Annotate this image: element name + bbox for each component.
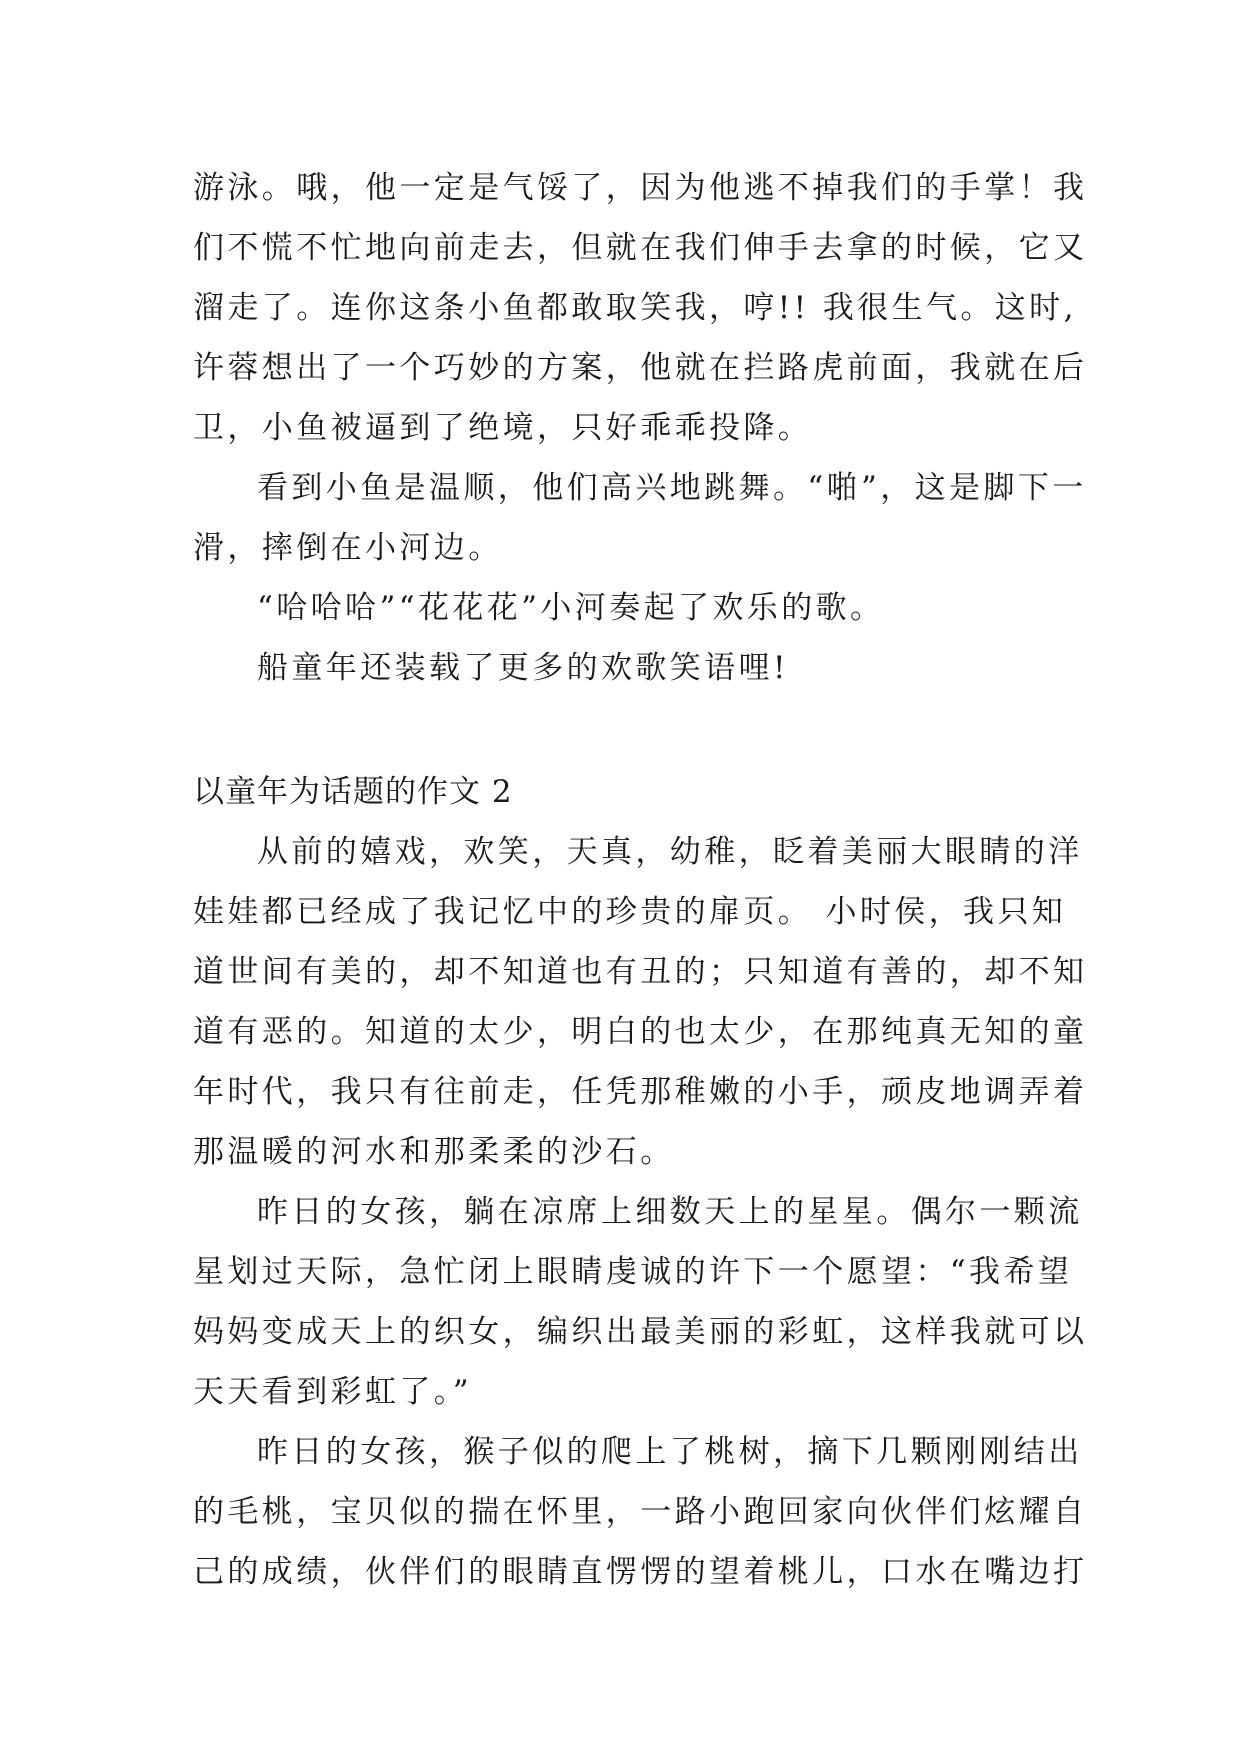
text-line: 船童年还装载了更多的欢歌笑语哩! [257, 650, 789, 686]
text-line: 昨日的女孩，猴子似的爬上了桃树，摘下几颗刚刚结出 [257, 1434, 1083, 1470]
paragraph [193, 1422, 1088, 1602]
paragraph [193, 638, 1053, 698]
document-body [193, 158, 1088, 1602]
text-line: 妈妈变成天上的织女，编织出最美丽的彩虹，这样我就可以 [193, 1314, 1088, 1350]
text-line: 昨日的女孩，躺在凉席上细数天上的星星。偶尔一颗流 [257, 1194, 1083, 1230]
text-line: 滑，摔倒在小河边。 [193, 530, 503, 566]
paragraph [193, 578, 1053, 638]
text-line: 年时代，我只有往前走，任凭那稚嫩的小手，顽皮地调弄着 [193, 1074, 1088, 1110]
section-spacer [193, 698, 1053, 762]
text-line: 己的成绩，伙伴们的眼睛直愣愣的望着桃儿，口水在嘴边打 [193, 1554, 1088, 1590]
text-line: 从前的嬉戏，欢笑，天真，幼稚，眨着美丽大眼睛的洋 [257, 834, 1083, 870]
text-line: 溜走了。连你这条小鱼都敢取笑我，哼!! 我很生气。这时, [193, 290, 1077, 326]
heading-text: 以童年为话题的作文 2 [193, 774, 513, 810]
text-line: 卫，小鱼被逼到了绝境，只好乖乖投降。 [193, 410, 813, 446]
text-line: 许蓉想出了一个巧妙的方案，他就在拦路虎前面，我就在后 [193, 350, 1088, 386]
text-line: “哈哈哈”“花花花”小河奏起了欢乐的歌。 [257, 590, 885, 626]
text-line: 天天看到彩虹了。” [193, 1374, 472, 1410]
text-line: 游泳。哦，他一定是气馁了，因为他逃不掉我们的手掌！我 [193, 170, 1088, 206]
text-line: 娃娃都已经成了我记忆中的珍贵的扉页。 小时侯，我只知 [193, 894, 1067, 930]
paragraph [193, 458, 1087, 578]
text-line: 道世间有美的，却不知道也有丑的；只知道有善的，却不知 [193, 954, 1088, 990]
paragraph [193, 1182, 1088, 1422]
text-line: 那温暖的河水和那柔柔的沙石。 [193, 1134, 675, 1170]
paragraph [193, 822, 1088, 1182]
text-line: 们不慌不忙地向前走去，但就在我们伸手去拿的时候，它又 [193, 230, 1088, 266]
paragraph [193, 158, 1088, 458]
text-line: 的毛桃，宝贝似的揣在怀里，一路小跑回家向伙伴们炫耀自 [193, 1494, 1088, 1530]
text-line: 道有恶的。知道的太少，明白的也太少，在那纯真无知的童 [193, 1014, 1088, 1050]
section-heading [193, 762, 1053, 822]
text-line: 看到小鱼是温顺，他们高兴地跳舞。“啪”，这是脚下一 [257, 470, 1087, 506]
text-line: 星划过天际，急忙闭上眼睛虔诚的许下一个愿望：“我希望 [193, 1254, 1073, 1290]
